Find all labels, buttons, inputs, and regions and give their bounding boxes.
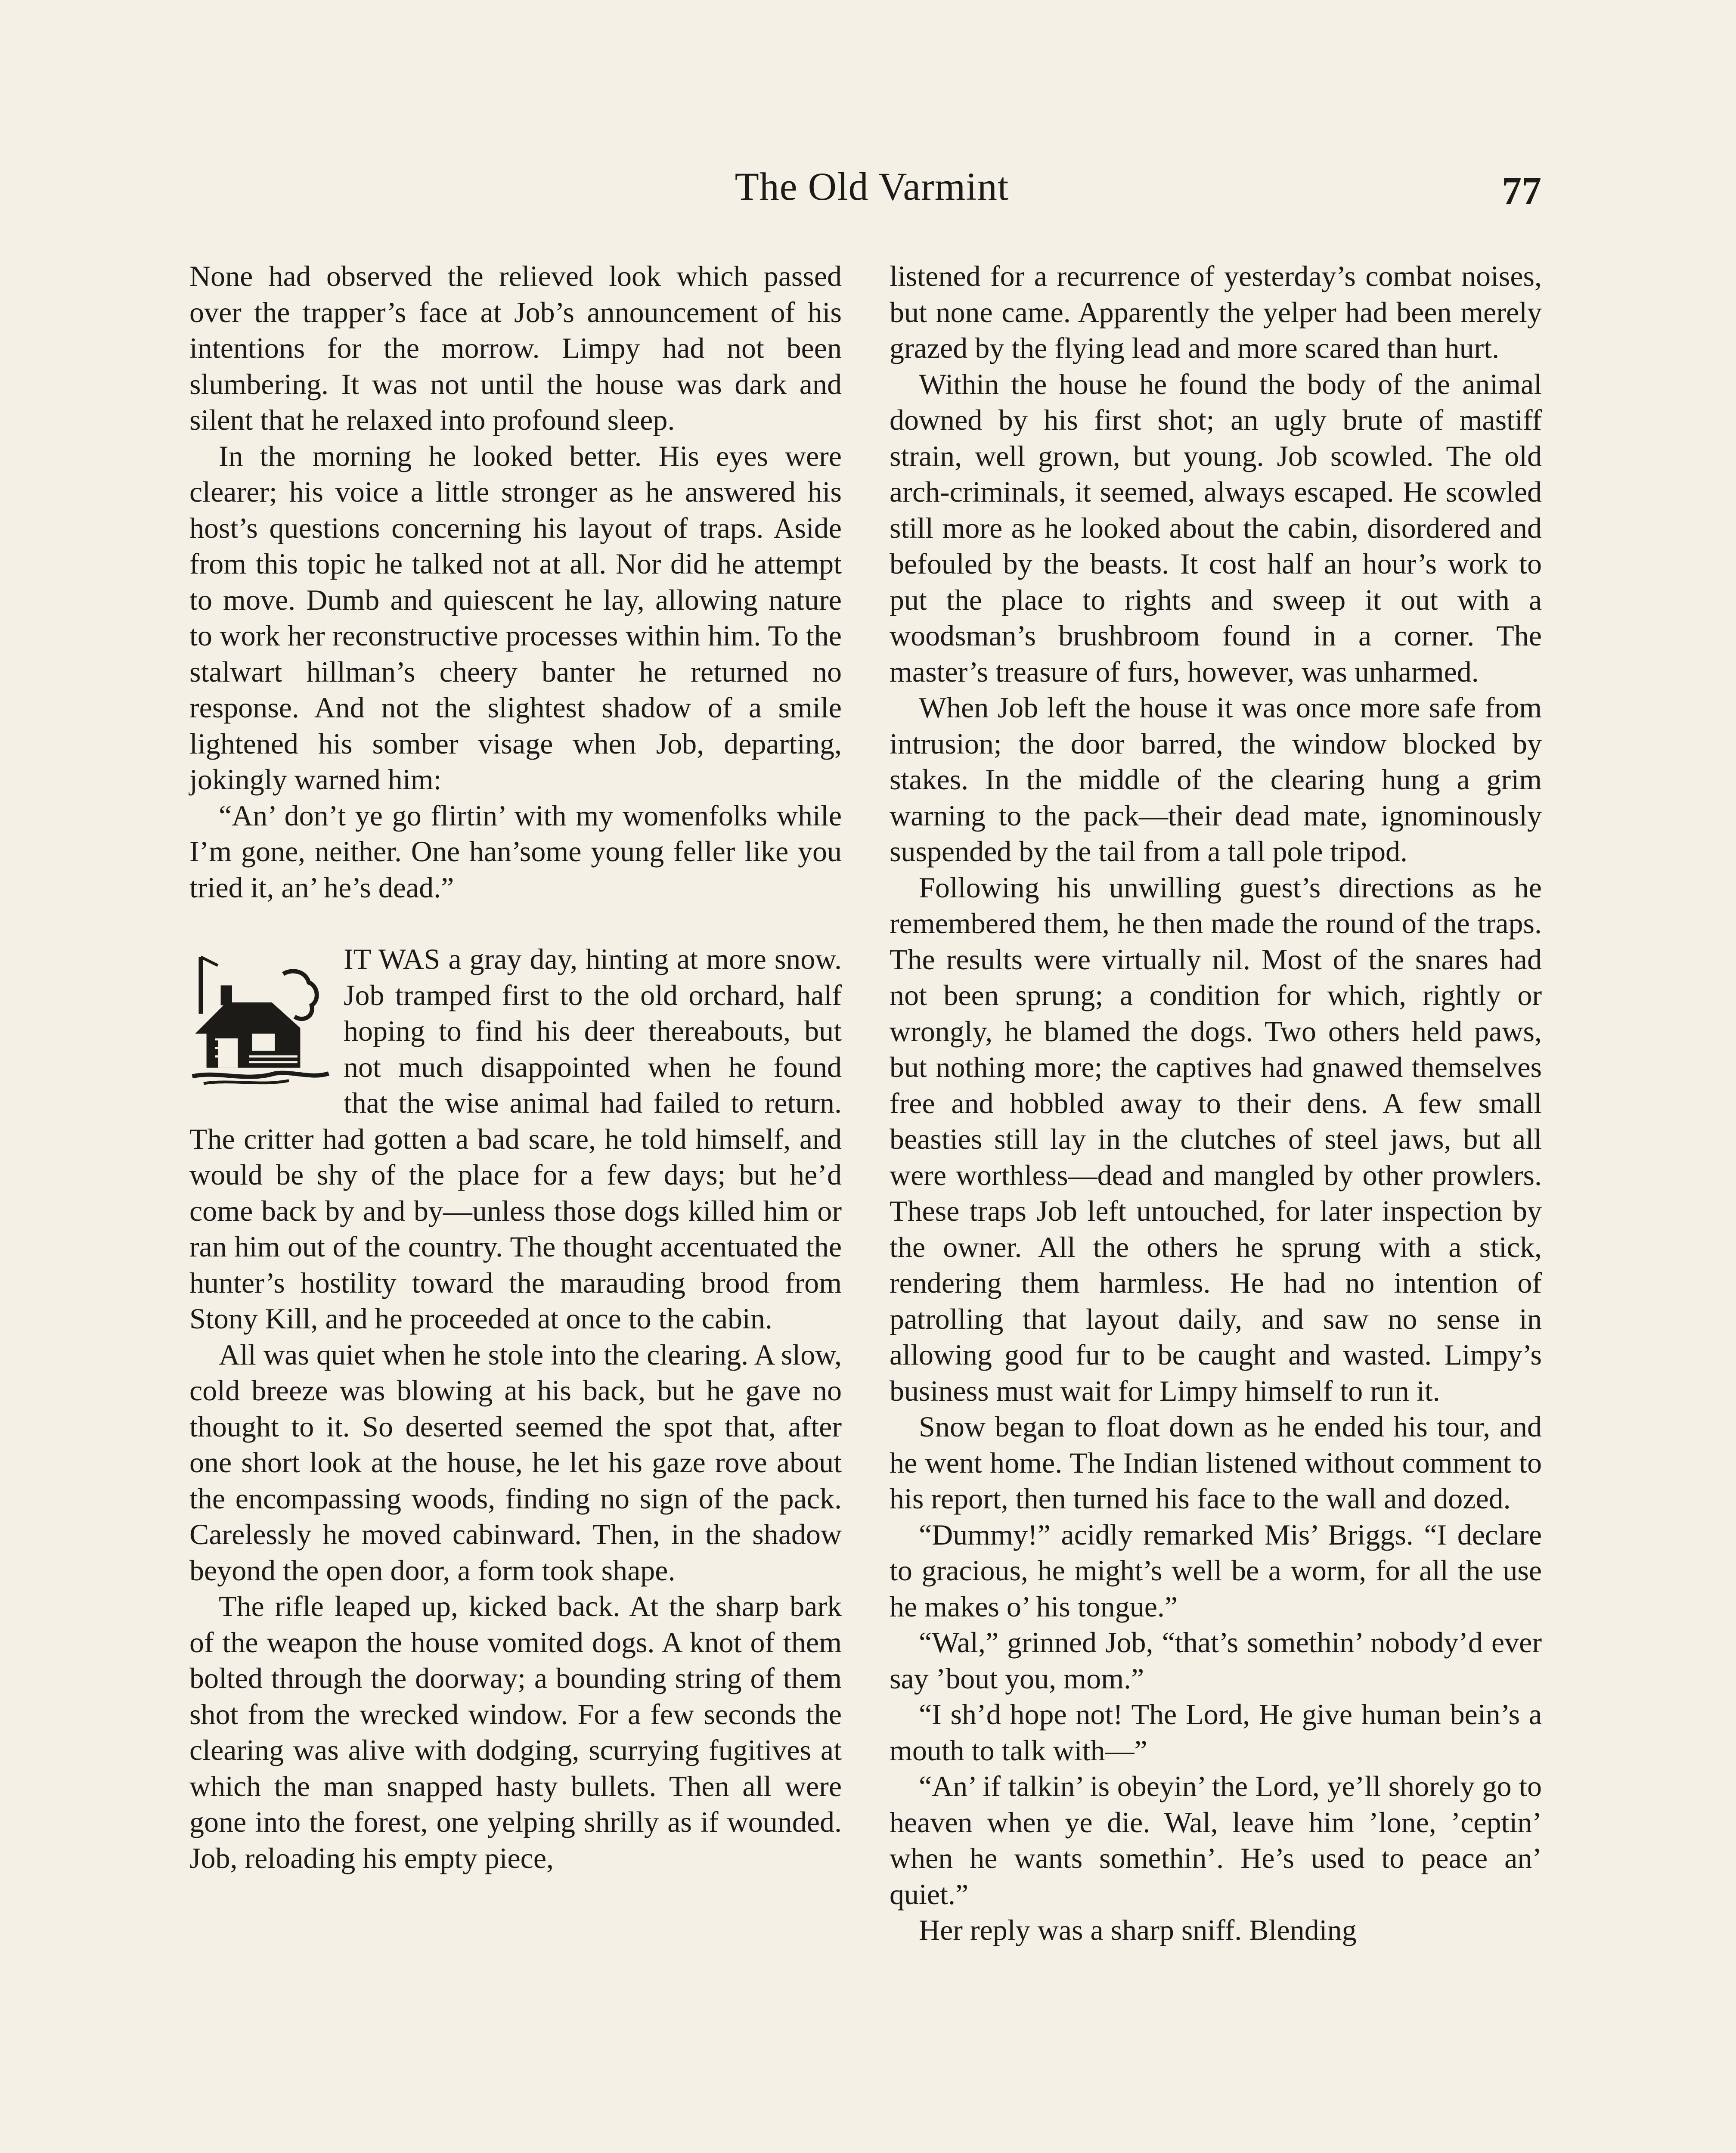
paragraph: Her reply was a sharp sniff. Blending bbox=[919, 1914, 1357, 1946]
paragraph: Following his unwilling guest’s directions as he remembered them, he then made the round of the traps. The results were virtually nil. Most of the snares had not been sprung; a condition for which, rightly or wrongly, he blamed the dogs. Two others held paws, but nothing more; the captives had gnawed themselves free and hobbled away to their dens. A few small beasties still lay in the clutches of steel jaws, but all were worthless—dead and mangled by other prowlers. These traps Job left untouched, for later inspection by the owner. All the others he sprung with a stick, rendering them harmless. He had no intention of patrolling that layout daily, and saw no sense in allowing good fur to be caught and wasted. Limpy’s business must wait for Limpy himself to run it. bbox=[890, 871, 1542, 1407]
page-header bbox=[194, 164, 1550, 224]
paragraph: None had observed the relieved look which passed over the trapper’s face at Job’s announcement of his intentions for the morrow. Limpy had not been slumbering. It was not until the house was dark and silent that he relaxed into profound sleep. bbox=[189, 260, 842, 436]
paragraph: All was quiet when he stole into the clearing. A slow, cold breeze was blowing at his back, but he gave no thought to it. So deserted seemed the spot that, after one short look at the house, he let his gaze rove about the encompassing woods, finding no sign of the pack. Carelessly he moved cabinward. Then, in the shadow beyond the open door, a form took shape. bbox=[189, 1338, 842, 1587]
paragraph: “I sh’d hope not! The Lord, He give human bein’s a mouth to talk with—” bbox=[890, 1698, 1542, 1767]
paragraph: “Wal,” grinned Job, “that’s somethin’ nobody’d ever say ’bout you, mom.” bbox=[890, 1626, 1542, 1695]
paragraph: Within the house he found the body of the animal downed by his first shot; an ugly brute of mastiff strain, well grown, but young. Job scowled. The old arch-criminals, it seemed, always escaped. He scowled still more as he looked about the cabin, disordered and befouled by the beasts. It cost half an hour’s work to put the place to rights and sweep it out with a woodsman’s brushbroom found in a corner. The master’s treasure of furs, however, was unharmed. bbox=[890, 367, 1542, 688]
paragraph: “An’ if talkin’ is obeyin’ the Lord, ye’ll shorely go to heaven when ye die. Wal, leave him ’lone, ’ceptin’ when he wants somethin’. He’s used to peace an’ quiet.” bbox=[890, 1770, 1542, 1911]
right-column bbox=[890, 258, 1542, 1948]
running-title: The Old Varmint bbox=[735, 164, 1009, 208]
paragraph: In the morning he looked better. His eyes were clearer; his voice a little stronger as he answered his host’s questions concerning his layout of traps. Aside from this topic he talked not at all. Nor did he attempt to move. Dumb and quiescent he lay, allowing nature to work her reconstructive processes within him. To the stalwart hillman’s cheery banter he returned no response. And not the slightest shadow of a smile lightened his somber visage when Job, departing, jokingly warned him: bbox=[189, 439, 842, 796]
paragraph: IT WAS a gray day, hinting at more snow. Job tramped first to the old orchard, half hoping to find his deer thereabouts, but not much disappointed when he found that the wise animal had failed to return. The critter had gotten a bad scare, he told himself, and would be shy of the place for a few days; but he’d come back by and by—unless those dogs killed him or ran him out of the country. The thought accentuated the hunter’s hostility toward the marauding brood from Stony Kill, and he proceeded at once to the cabin. bbox=[189, 943, 842, 1335]
section-break bbox=[189, 906, 842, 941]
paragraph: “An’ don’t ye go flirtin’ with my womenfolks while I’m gone, neither. One han’some young feller like you tried it, an’ he’s dead.” bbox=[189, 799, 842, 904]
paragraph: listened for a recurrence of yesterday’s combat noises, but none came. Apparently the yelper had been merely grazed by the flying lead and more scared than hurt. bbox=[890, 260, 1542, 364]
cabin-vignette-icon bbox=[189, 946, 332, 1088]
left-column bbox=[189, 258, 842, 1876]
paragraph: The rifle leaped up, kicked back. At the sharp bark of the weapon the house vomited dogs. A knot of them bolted through the doorway; a bounding string of them shot from the wrecked window. For a few seconds the clearing was alive with dodging, scurrying fugitives at which the man snapped hasty bullets. Then all were gone into the forest, one yelping shrilly as if wounded. Job, reloading his empty piece, bbox=[189, 1590, 842, 1874]
paragraph: “Dummy!” acidly remarked Mis’ Briggs. “I declare to gracious, he might’s well be a worm, for all the use he makes o’ his tongue.” bbox=[890, 1518, 1542, 1623]
page-number: 77 bbox=[1502, 169, 1541, 213]
paragraph: Snow began to float down as he ended his tour, and he went home. The Indian listened without comment to his report, then turned his face to the wall and dozed. bbox=[890, 1410, 1542, 1515]
paragraph: When Job left the house it was once more safe from intrusion; the door barred, the window blocked by stakes. In the middle of the clearing hung a grim warning to the pack—their dead mate, ignominously suspended by the tail from a tall pole tripod. bbox=[890, 691, 1542, 868]
